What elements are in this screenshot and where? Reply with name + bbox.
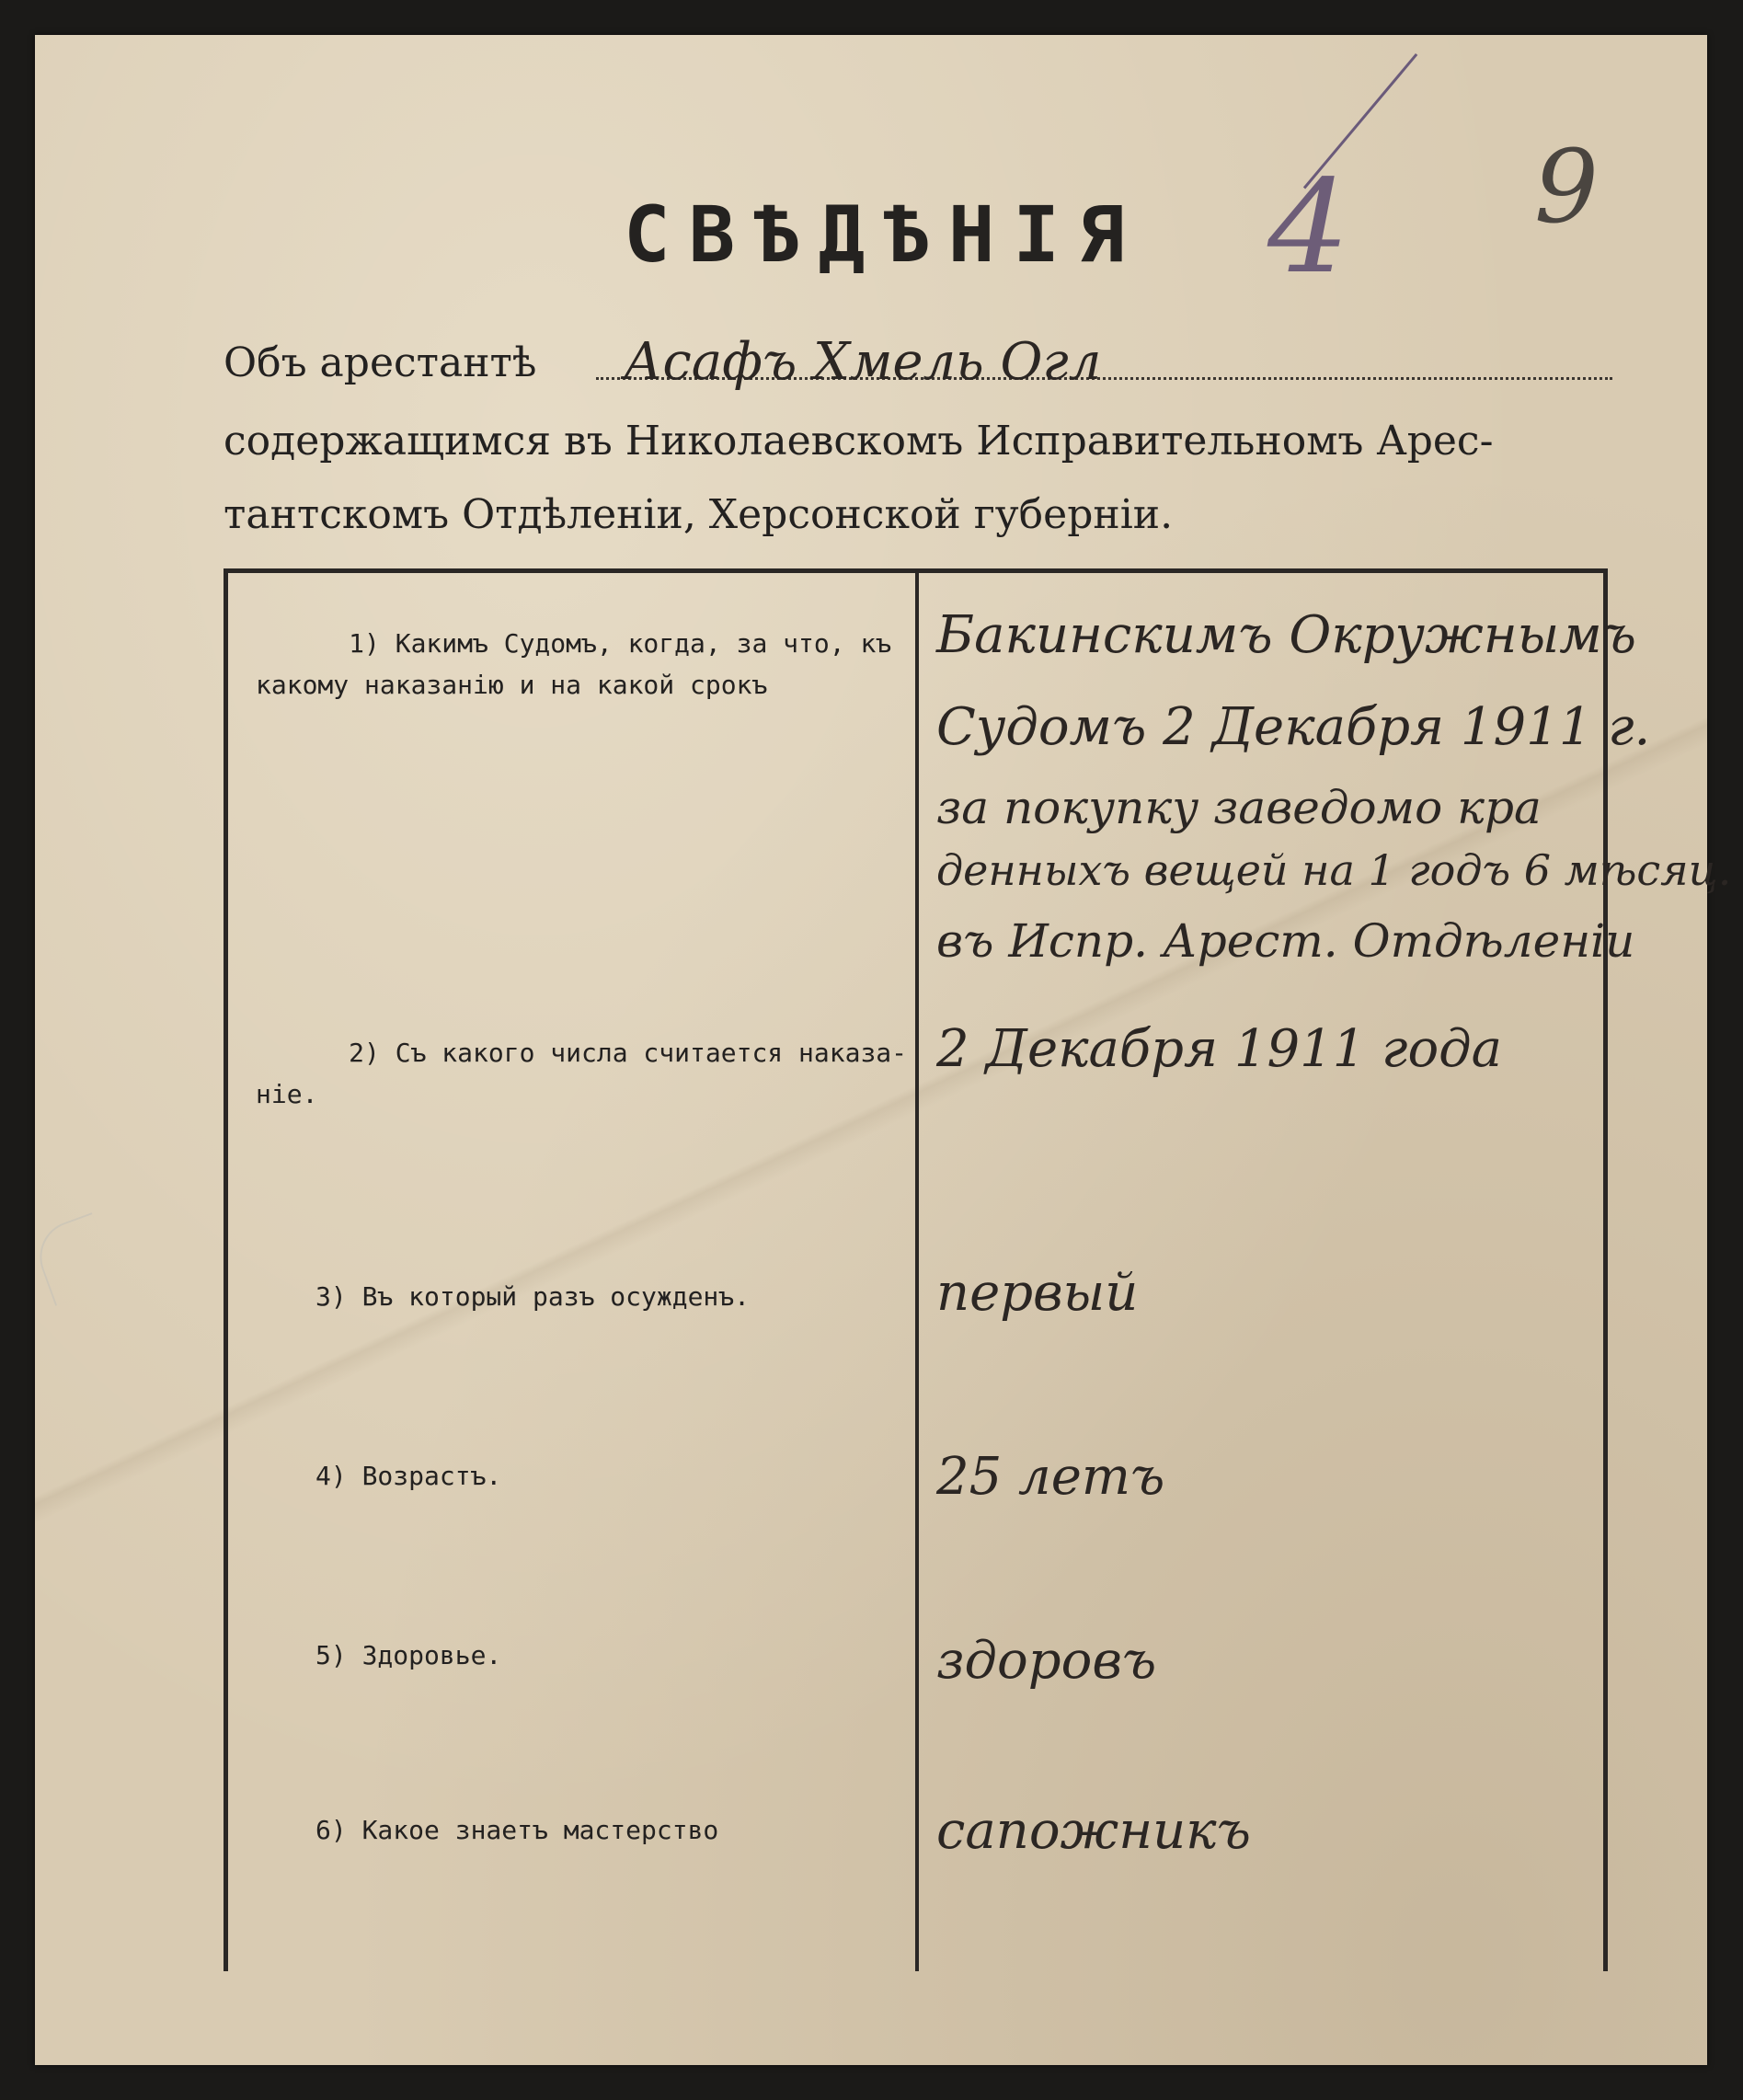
document-title: СВѢДѢНІЯ <box>624 189 1143 280</box>
answer-start-date: 2 Декабря 1911 года <box>936 1019 1503 1079</box>
answer-age: 25 летъ <box>936 1447 1165 1507</box>
question-court: 1) Какимъ Судомъ, когда, за что, къ какому наказанію и на какой срокъ <box>256 628 892 700</box>
header-line-2: содержащимся въ Николаевскомъ Исправительномъ Арес- <box>224 418 1494 465</box>
margin-mark: 4 <box>1267 153 1350 303</box>
header-line-3: тантскомъ Отдѣленіи, Херсонской губерніи. <box>224 491 1174 538</box>
answer-court-line-5: въ Испр. Арест. Отдѣленіи <box>936 914 1635 968</box>
question-conviction-count: 3) Въ который разъ осужденъ. <box>315 1281 751 1312</box>
answer-court-line-4: денныхъ вещей на 1 годъ 6 мѣсяц. <box>936 845 1732 895</box>
question-start-date: 2) Съ какого числа считается наказа- ніе. <box>256 1038 908 1109</box>
prisoner-label: Объ арестантѣ <box>224 339 537 386</box>
table-right-rule <box>1603 568 1608 1971</box>
paper-fiber <box>29 1212 118 1306</box>
answer-conviction-count: первый <box>936 1263 1139 1323</box>
margin-strike <box>1303 53 1417 189</box>
answer-trade: сапожникъ <box>936 1801 1251 1861</box>
table-left-rule <box>224 568 228 1971</box>
prisoner-name-handwritten: Асафъ Хмель Огл <box>624 332 1102 392</box>
question-health: 5) Здоровье. <box>315 1640 502 1670</box>
table-middle-rule <box>915 568 919 1971</box>
question-trade: 6) Какое знаетъ мастерство <box>315 1815 719 1845</box>
document-sheet <box>35 35 1732 2065</box>
answer-court-line-1: Бакинскимъ Окружнымъ <box>936 605 1636 665</box>
info-table <box>224 568 1732 1971</box>
answer-court-line-2: Судомъ 2 Декабря 1911 г. <box>936 697 1651 757</box>
answer-health: здоровъ <box>936 1631 1157 1691</box>
page-number: 9 <box>1534 128 1599 246</box>
answer-court-line-3: за покупку заведомо кра <box>936 781 1542 834</box>
question-age: 4) Возрастъ. <box>315 1461 502 1491</box>
